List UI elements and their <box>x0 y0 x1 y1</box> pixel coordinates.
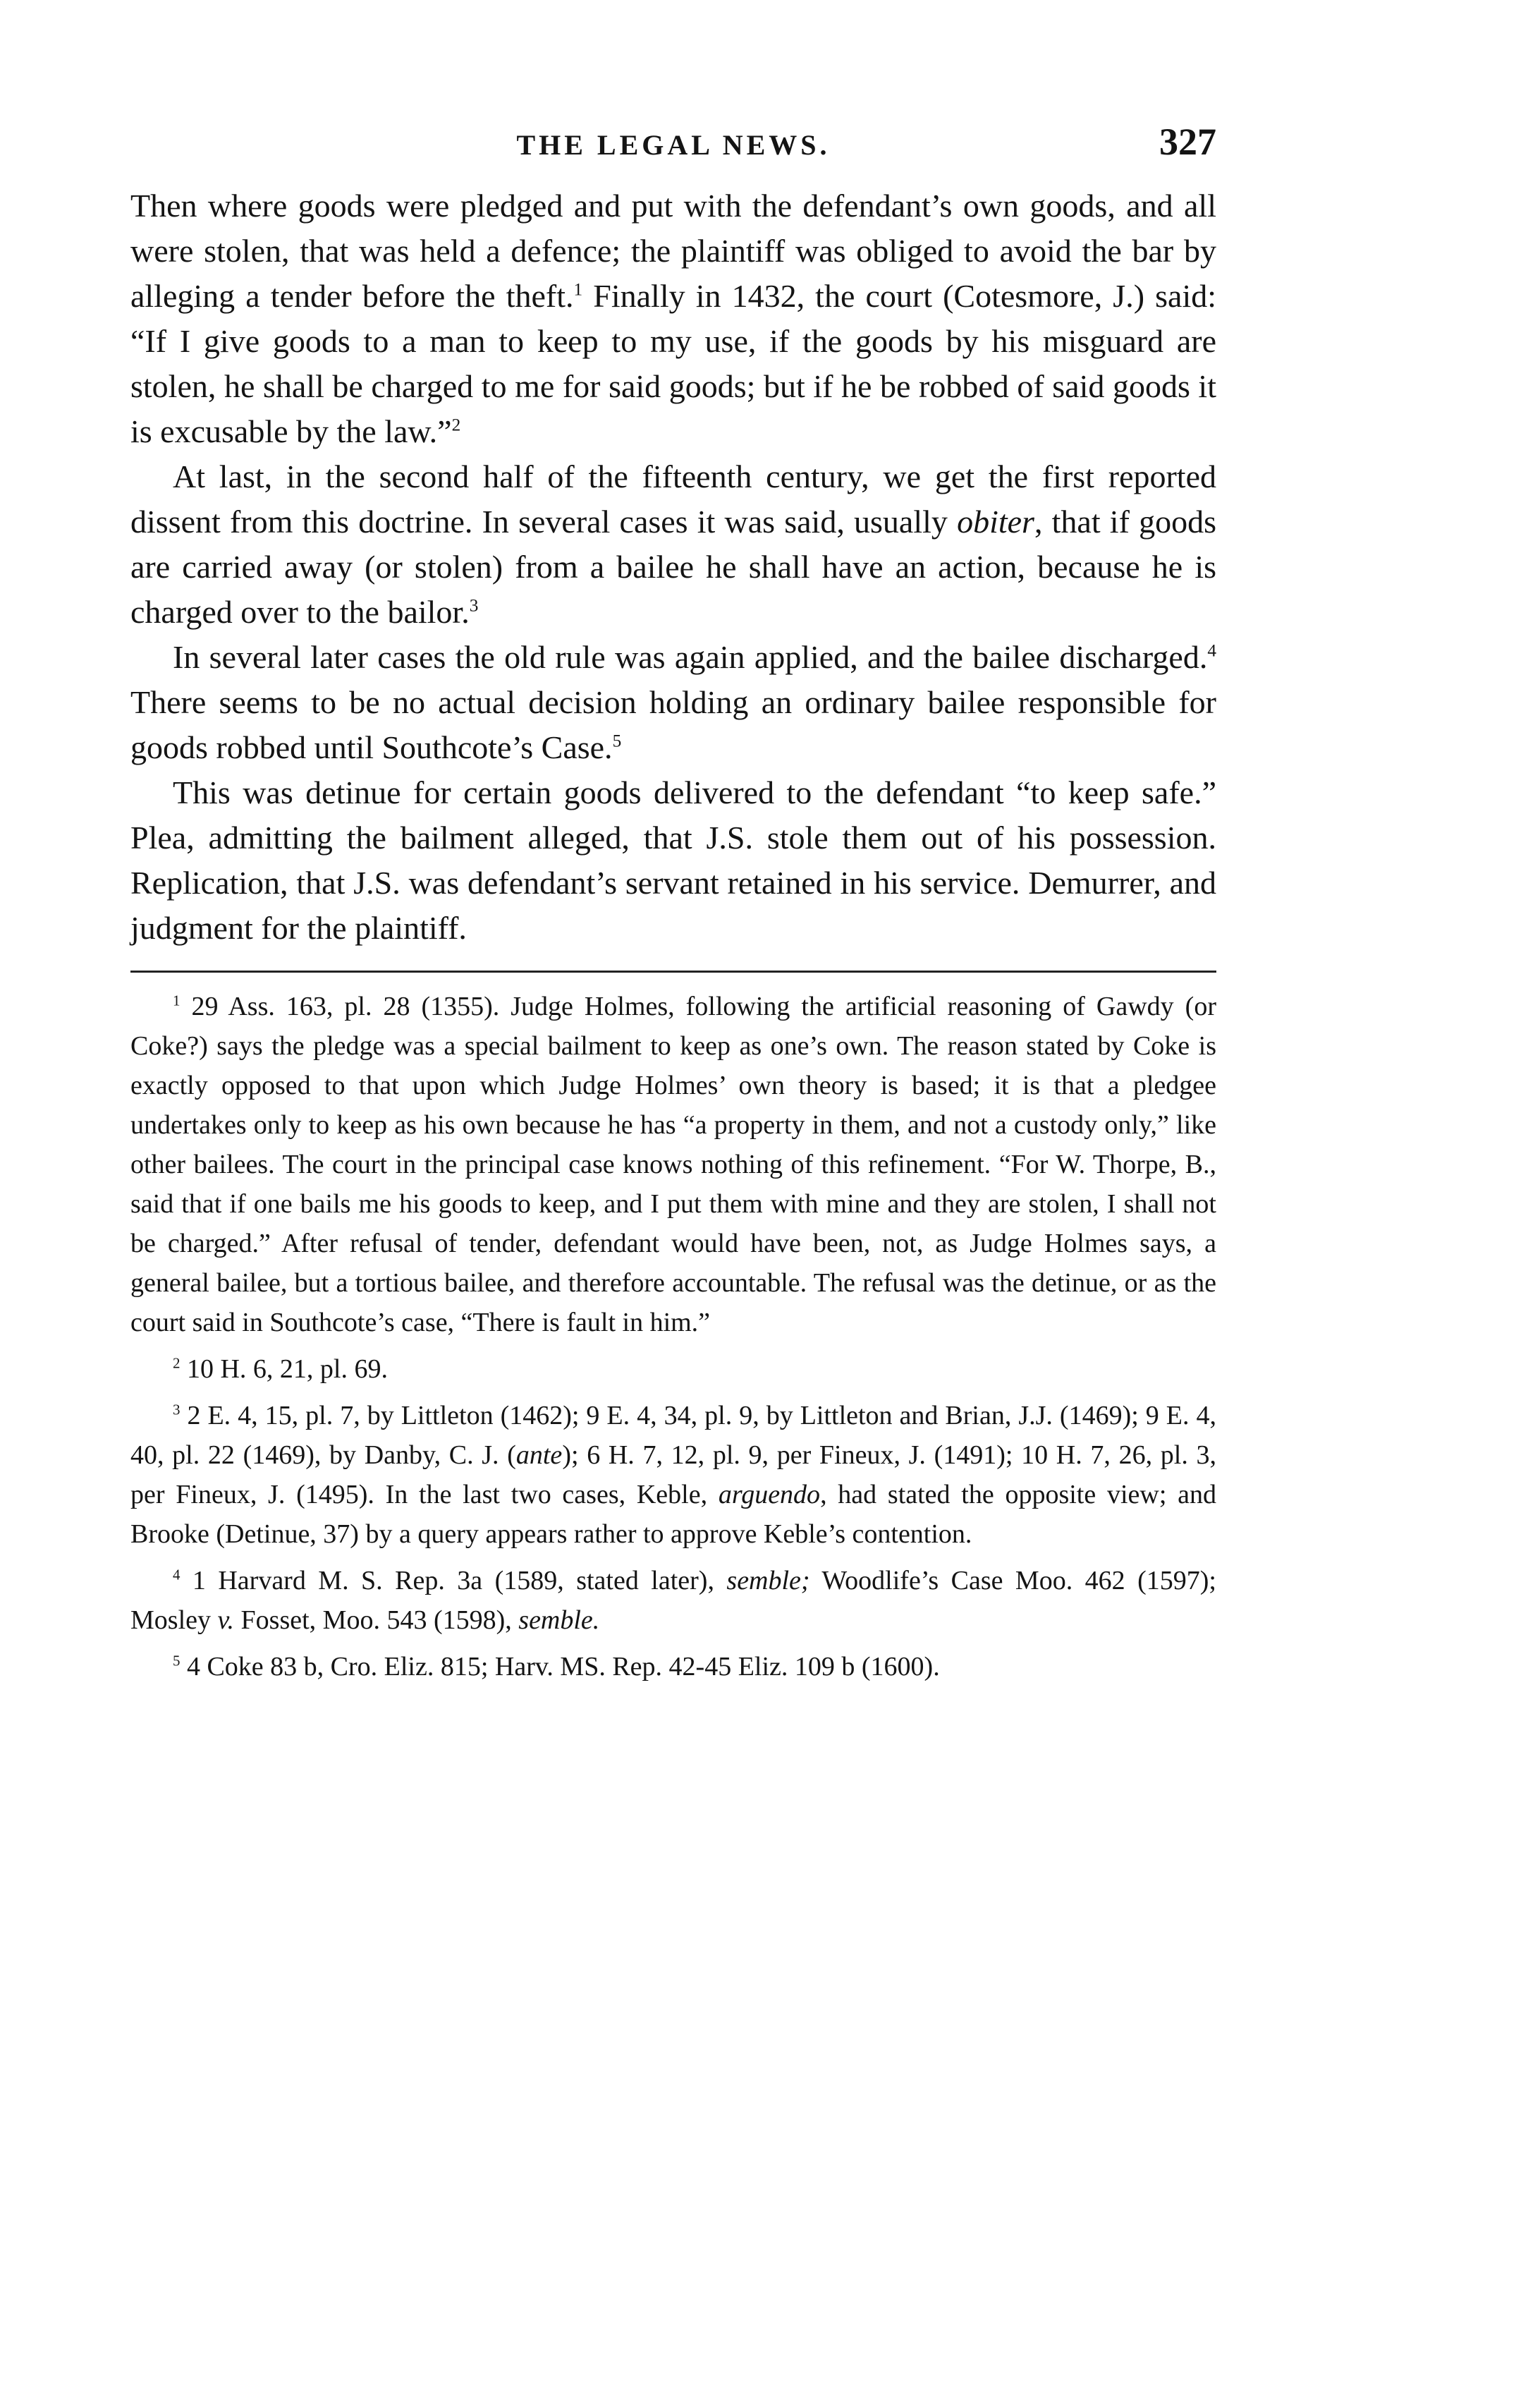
footnote-divider <box>130 971 1216 973</box>
footnotes <box>130 987 1216 1686</box>
footnote-4-text-b: Woodlife’s Case Moo. 462 (1597); Mosley <box>130 1566 1216 1635</box>
document-page <box>130 113 1216 1693</box>
footnote-2 <box>130 1349 1216 1389</box>
footnote-2-number: 2 <box>173 1354 181 1372</box>
footnote-3 <box>130 1396 1216 1554</box>
footnote-ref-1: 1 <box>573 279 583 300</box>
footnote-5-number: 5 <box>173 1652 181 1670</box>
paragraph-2-text-b: , that if goods are carried away (or stolen) from a bailee he shall have an action, because he is charged over to the bailor. <box>130 504 1216 630</box>
paragraph-2-text-a: At last, in the second half of the fifteenth century, we get the first reported dissent from this doctrine. In several cases it was said, usually <box>130 458 1216 540</box>
paragraph-3 <box>130 635 1216 770</box>
footnote-1 <box>130 987 1216 1342</box>
footnote-3-number: 3 <box>173 1401 181 1418</box>
footnote-1-text: 29 Ass. 163, pl. 28 (1355). Judge Holmes, following the artificial reasoning of Gawdy (or Coke?) says the pledge was a special bailment to keep as one’s own. The reason stated by Coke is exactly opposed to that upon which Judge Holmes’ own theory is based; it is that a pledgee undertakes only to keep as his own because he has “a property in them, and not a custody only,” like other bailees. The court in the principal case knows nothing of this refinement. “For W. Thorpe, B., said that if one bails me his goods to keep, and I put them with mine and they are stolen, I shall not be charged.” After refusal of tender, defendant would have been, not, as Judge Holmes says, a general bailee, but a tortious bailee, and therefore accountable. The refusal was the detinue, or as the court said in Southcote’s case, “There is fault in him.” <box>130 992 1216 1337</box>
footnote-3-italic-ante: ante <box>515 1440 563 1470</box>
paragraph-2-italic: obiter <box>957 504 1034 540</box>
footnote-3-italic-arguendo: arguendo <box>718 1480 821 1509</box>
paragraph-2 <box>130 454 1216 635</box>
footnote-3-text-a: 2 E. 4, 15, pl. 7, by Littleton (1462); 9 E. 4, 34, pl. 9, by Littleton and Brian, J.J. (1469); 9 E. 4, 40, pl. 22 (1469), by Danby, C. J. ( <box>130 1401 1216 1470</box>
footnote-4-italic-v: v. <box>217 1605 235 1635</box>
footnote-5-text: 4 Coke 83 b, Cro. Eliz. 815; Harv. MS. Rep. 42-45 Eliz. 109 b (1600). <box>180 1652 940 1682</box>
footnote-5 <box>130 1647 1216 1686</box>
paragraph-1-text-b: Finally in 1432, the court (Cotesmore, J.) said: “If I give goods to a man to keep to my use, if the goods by his misguard are stolen, he shall be charged to me for said goods; but if he be robbed of said goods it is excusable by the law.” <box>130 278 1217 449</box>
paragraph-4: This was detinue for certain goods delivered to the defendant “to keep safe.” Plea, admitting the bailment alleged, that J.S. stole them out of his possession. Replication, that J.S. was defendant’s servant retained in his service. Demurrer, and judgment for the plaintiff. <box>130 774 1216 946</box>
footnote-4-italic-semble-2: semble. <box>518 1605 600 1635</box>
footnote-ref-2: 2 <box>451 415 461 435</box>
footnote-ref-4: 4 <box>1207 640 1216 661</box>
paragraph-1-text-a: Then where goods were pledged and put with the defendant’s own goods, and all were stolen, that was held a defence; the plaintiff was obliged to avoid the bar by alleging a tender before the theft. <box>130 188 1216 314</box>
paragraph-1 <box>130 183 1216 454</box>
running-title: THE LEGAL NEWS. <box>516 129 831 161</box>
footnote-4-number: 4 <box>173 1566 181 1583</box>
footnote-ref-3: 3 <box>469 595 479 616</box>
footnote-3-text-b: ); 6 H. 7, 12, pl. 9, per Fineux, J. (1491); 10 H. 7, 26, pl. 3, per Fineux, J. (1495). In the last two cases, Keble, <box>130 1440 1216 1509</box>
page-number: 327 <box>1159 121 1216 163</box>
body-text <box>130 183 1216 951</box>
footnote-1-number: 1 <box>173 992 181 1009</box>
paragraph-3-text-b: There seems to be no actual decision holding an ordinary bailee responsible for goods robbed until Southcote’s Case. <box>130 684 1216 765</box>
footnote-2-text: 10 H. 6, 21, pl. 69. <box>180 1354 388 1384</box>
footnote-3-text-c: , had stated the opposite view; and Brooke (Detinue, 37) by a query appears rather to approve Keble’s contention. <box>130 1480 1216 1549</box>
footnote-4-text-a: 1 Harvard M. S. Rep. 3a (1589, stated later), <box>180 1566 727 1595</box>
footnote-4-text-c: Fosset, Moo. 543 (1598), <box>234 1605 519 1635</box>
paragraph-3-text-a: In several later cases the old rule was again applied, and the bailee discharged. <box>173 639 1208 675</box>
footnote-4-italic-semble-1: semble; <box>726 1566 810 1595</box>
page-header <box>130 113 1216 183</box>
footnote-4 <box>130 1561 1216 1640</box>
footnote-ref-5: 5 <box>612 731 622 751</box>
